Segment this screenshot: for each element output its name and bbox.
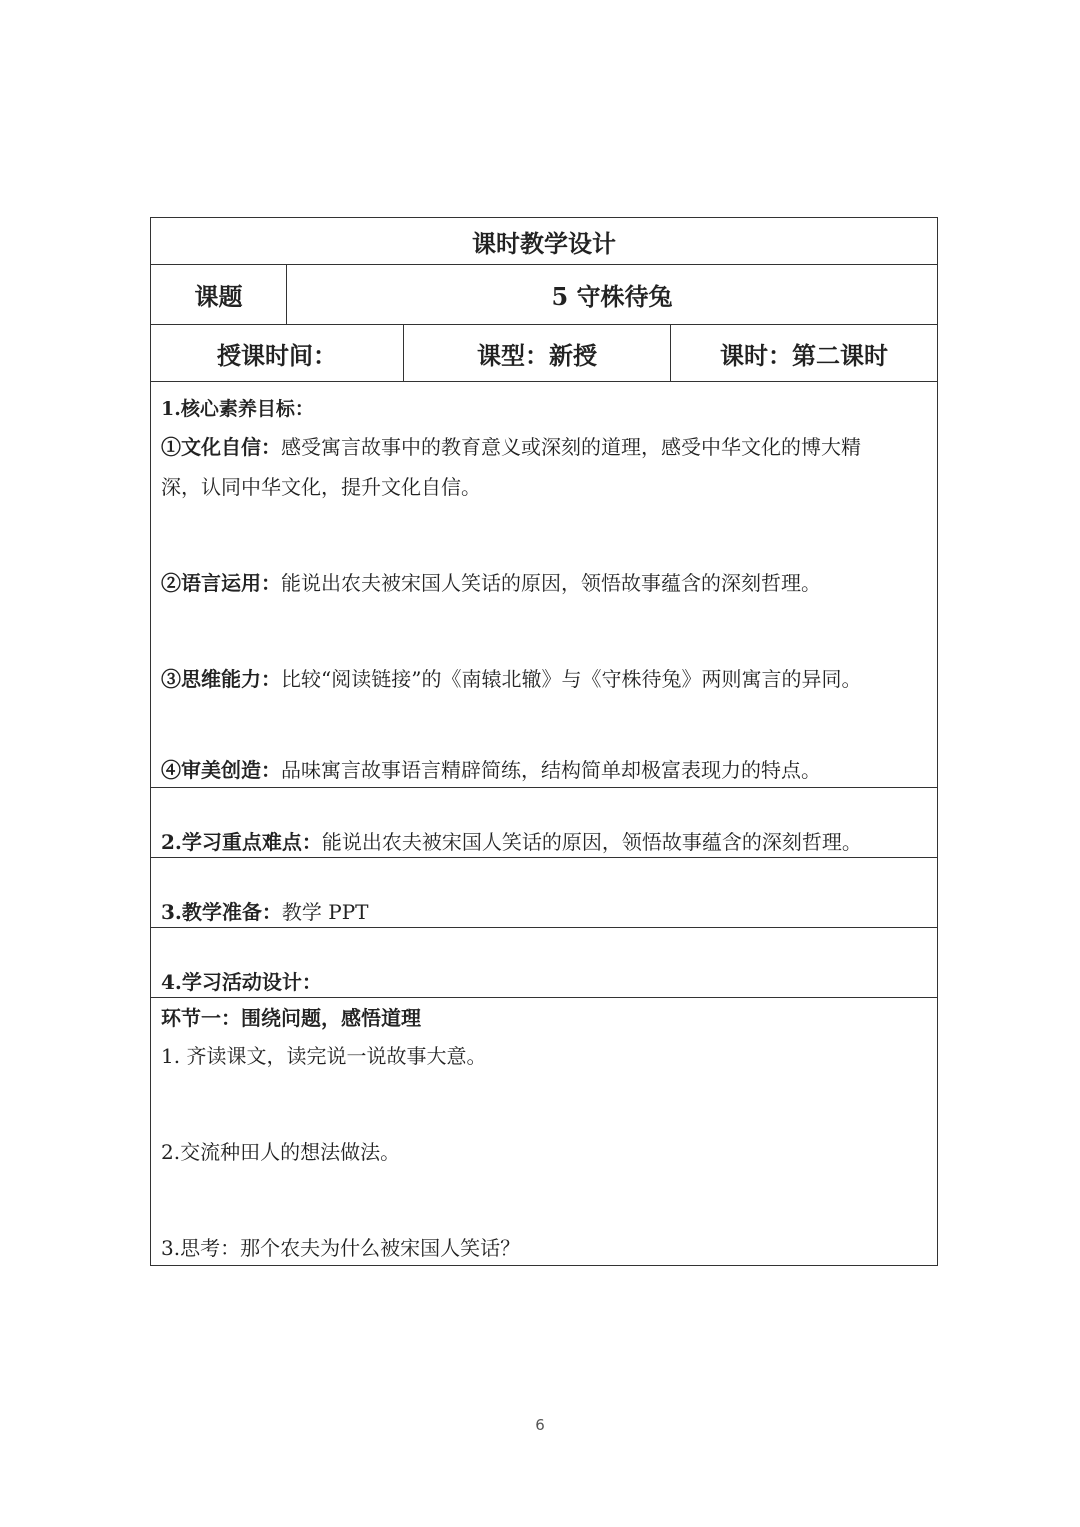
goal-item-language — [161, 563, 821, 603]
subject-row — [151, 265, 937, 325]
goal-label: ③思维能力： — [161, 667, 281, 691]
goal-text: 品味寓言故事语言精辟简练，结构简单却极富表现力的特点。 — [281, 758, 821, 782]
subject-label: 课题 — [194, 282, 243, 311]
goal-label: ④审美创造： — [161, 758, 281, 782]
activity-heading: 4.学习活动设计： — [161, 970, 322, 994]
stage-step: 1. 齐读课文，读完说一说故事大意。 — [161, 1044, 487, 1068]
teaching-time-label: 授课时间： — [217, 340, 337, 370]
goal-item-aesthetic — [161, 750, 821, 790]
goal-text: 感受寓言故事中的教育意义或深刻的道理，感受中华文化的博大精 — [281, 435, 861, 459]
core-goals-section — [151, 382, 937, 788]
goal-label: ①文化自信： — [161, 435, 281, 459]
goal-text: 比较“阅读链接”的《南辕北辙》与《守株待兔》两则寓言的异同。 — [281, 667, 862, 691]
table-title: 课时教学设计 — [151, 218, 937, 265]
prep-text: 教学 PPT — [281, 900, 369, 924]
goal-item-culture — [161, 427, 861, 467]
subject-value: 5 守株待兔 — [286, 265, 937, 324]
lesson-type: 课型：新授 — [403, 325, 670, 381]
goal-text-continued: 深，认同中华文化，提升文化自信。 — [161, 475, 481, 499]
activity-section — [151, 928, 937, 998]
goal-label: ②语言运用： — [161, 571, 281, 595]
page-number: 6 — [535, 1416, 545, 1434]
focus-text: 能说出农夫被宋国人笑话的原因，领悟故事蕴含的深刻哲理。 — [321, 830, 862, 854]
prep-line — [161, 892, 369, 932]
focus-section — [151, 788, 937, 858]
stage-one-section — [151, 998, 937, 1265]
prep-section — [151, 858, 937, 928]
goal-item-thinking — [161, 659, 861, 699]
goal-text: 能说出农夫被宋国人笑话的原因，领悟故事蕴含的深刻哲理。 — [281, 571, 821, 595]
stage-heading: 环节一：围绕问题，感悟道理 — [161, 1006, 421, 1030]
lesson-design-table — [150, 217, 938, 1266]
meta-row — [151, 325, 937, 382]
lesson-period: 课时：第二课时 — [670, 325, 937, 381]
goals-heading: 1.核心素养目标： — [161, 398, 314, 420]
stage-step: 2.交流种田人的想法做法。 — [161, 1140, 401, 1164]
focus-line — [161, 822, 862, 862]
stage-step: 3.思考：那个农夫为什么被宋国人笑话？ — [161, 1236, 521, 1260]
focus-label: 2.学习重点难点： — [161, 830, 322, 854]
prep-label: 3.教学准备： — [161, 900, 282, 924]
